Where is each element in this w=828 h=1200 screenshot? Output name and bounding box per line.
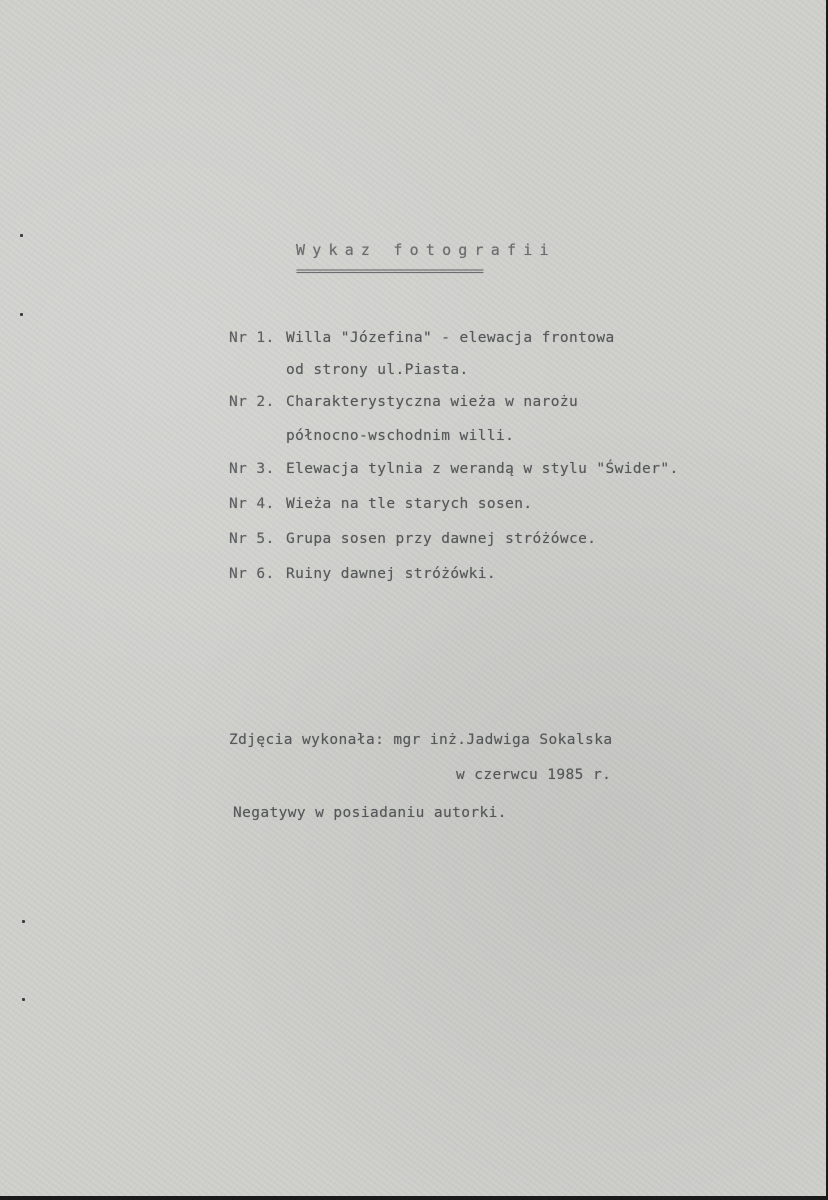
negatives-note: Negatywy w posiadaniu autorki.	[233, 805, 507, 821]
margin-mark	[22, 998, 25, 1001]
photographer-credit: Zdjęcia wykonała: mgr inż.Jadwiga Sokalska	[229, 732, 613, 748]
photo-number: Nr 2.	[229, 394, 275, 410]
photo-number: Nr 1.	[229, 330, 275, 346]
margin-mark	[20, 234, 23, 237]
photo-description: Grupa sosen przy dawnej stróżówce.	[286, 531, 597, 547]
photo-description: Ruiny dawnej stróżówki.	[286, 566, 496, 582]
photo-number: Nr 4.	[229, 496, 275, 512]
photo-description: Wieża na tle starych sosen.	[286, 496, 533, 512]
date-credit: w czerwcu 1985 r.	[456, 767, 612, 783]
margin-mark	[22, 920, 25, 923]
photo-number: Nr 3.	[229, 461, 275, 477]
photo-description-continued: od strony ul.Piasta.	[286, 362, 469, 378]
title-underline: ================================	[296, 264, 483, 278]
margin-mark	[20, 313, 23, 316]
photo-description: Willa "Józefina" - elewacja frontowa	[286, 330, 615, 346]
photo-description: Charakterystyczna wieża w narożu	[286, 394, 579, 410]
photo-description-continued: północno-wschodnim willi.	[286, 428, 515, 444]
photo-number: Nr 5.	[229, 531, 275, 547]
photo-number: Nr 6.	[229, 566, 275, 582]
photo-description: Elewacja tylnia z werandą w stylu "Świder".	[286, 461, 679, 477]
document-title: Wykaz fotografii	[296, 241, 556, 259]
